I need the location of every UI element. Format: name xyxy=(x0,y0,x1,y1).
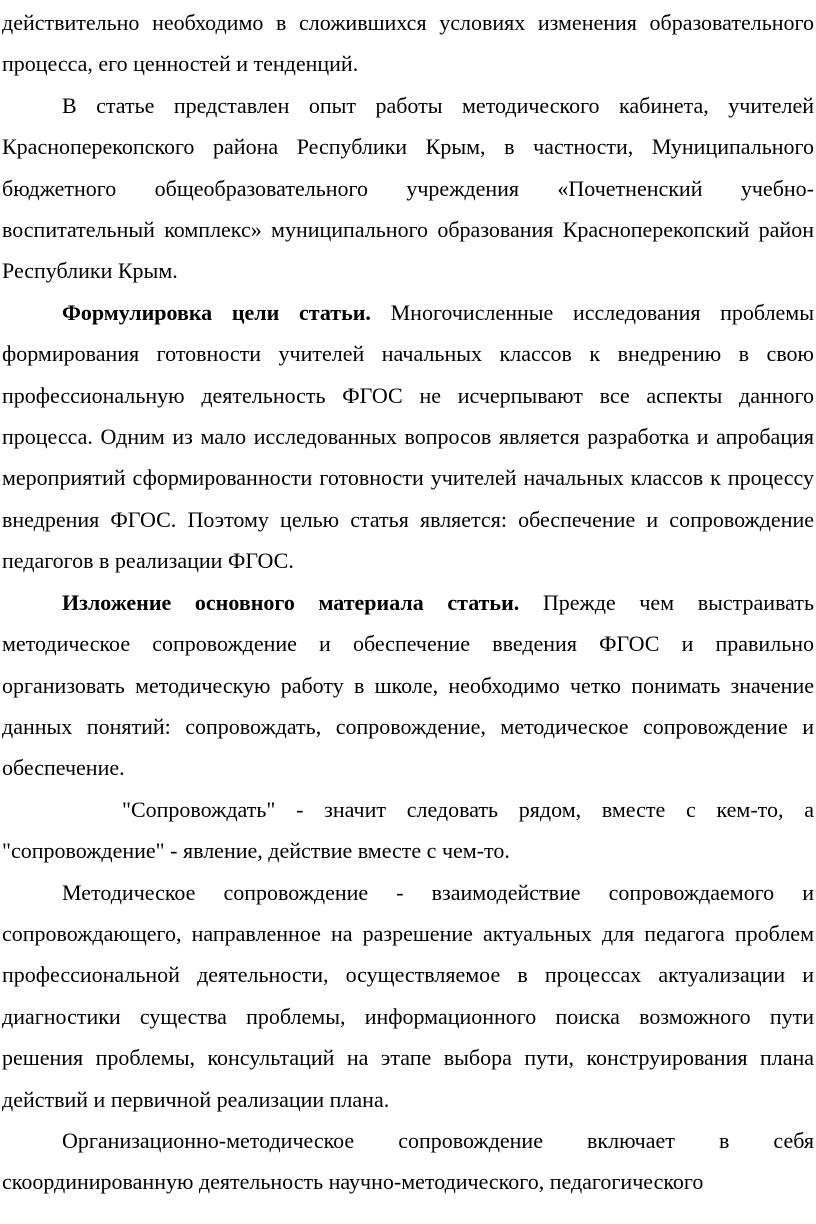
paragraph-definition-methodical xyxy=(2,872,814,1120)
paragraph-text: "Сопровождать" - значит следовать рядом, вместе с кем-то, а "сопровождение" - явление, действие вместе с чем-то. xyxy=(2,796,814,864)
paragraph-organizational xyxy=(2,1120,814,1203)
paragraph-experience xyxy=(2,85,814,292)
section-heading-main-material: Изложение основного материала статьи. xyxy=(62,589,520,615)
section-heading-goal: Формулировка цели статьи. xyxy=(62,299,371,325)
paragraph-text: В статье представлен опыт работы методического кабинета, учителей Красноперекопского района Республики Крым, в частности, Муниципального бюджетного общеобразовательного учреждения «Почетненский учебно-воспитательный комплекс» муниципального образования Красноперекопский район Республики Крым. xyxy=(2,92,814,284)
paragraph-main-material xyxy=(2,582,814,789)
paragraph-article-goal xyxy=(2,292,814,582)
paragraph-text: Многочисленные исследования проблемы формирования готовности учителей начальных классов к внедрению в свою профессиональную деятельность ФГОС не исчерпывают все аспекты данного процесса. Одним из мало исследованных вопросов является разработка и апробация мероприятий сформированности готовности учителей начальных классов к процессу внедрения ФГОС. Поэтому целью статья является: обеспечение и сопровождение педагогов в реализации ФГОС. xyxy=(2,299,815,574)
paragraph-text: действительно необходимо в сложившихся условиях изменения образовательного процесса, его ценностей и тенденций. xyxy=(2,10,814,77)
paragraph-definition-accompany xyxy=(2,789,814,872)
paragraph-text: Организационно-методическое сопровождение включает в себя скоординированную деятельность научно-методического, педагогического xyxy=(2,1127,814,1195)
paragraph-text: Прежде чем выстраивать методическое сопровождение и обеспечение введения ФГОС и правильно организовать методическую работу в школе, необходимо четко понимать значение данных понятий: сопровождать, сопровождение, методическое сопровождение и обеспечение. xyxy=(2,589,815,781)
paragraph-continuation xyxy=(2,2,814,85)
paragraph-text: Методическое сопровождение - взаимодействие сопровождаемого и сопровождающего, направленное на разрешение актуальных для педагога проблем профессиональной деятельности, осуществляемое в процессах актуализации и диагностики существа проблемы, информационного поиска возможного пути решения проблемы, консультаций на этапе выбора пути, конструирования плана действий и первичной реализации плана. xyxy=(2,879,814,1112)
